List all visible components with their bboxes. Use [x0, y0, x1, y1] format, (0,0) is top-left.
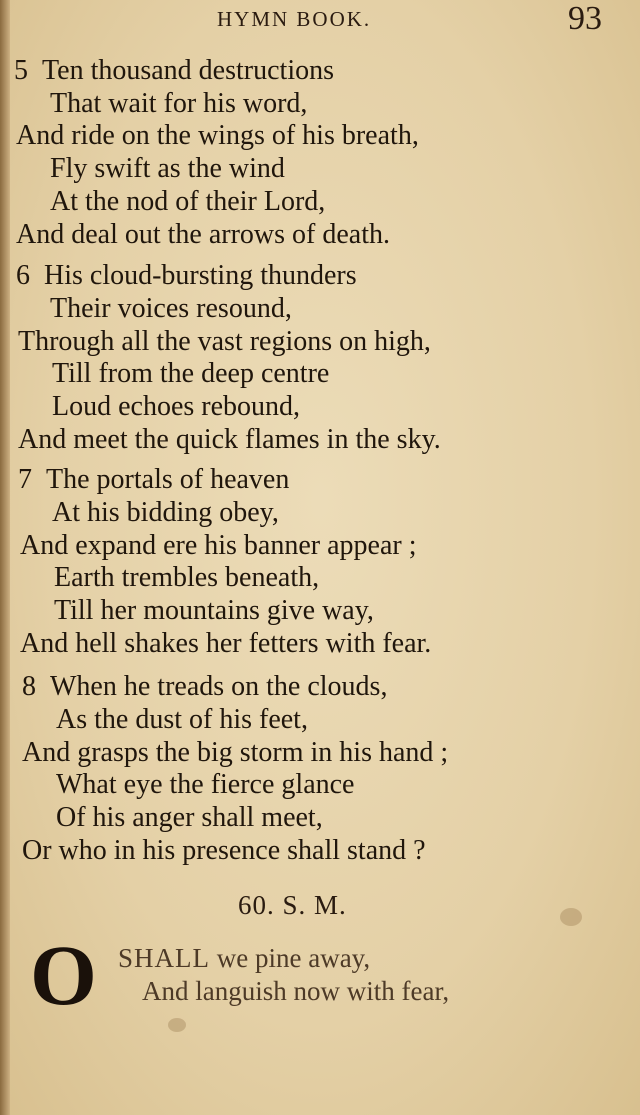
stanza-5-line-5: At the nod of their Lord, [50, 186, 326, 217]
verse-line: we pine away, [210, 943, 371, 973]
stanza-number: 7 [18, 464, 32, 495]
paper-stain [560, 908, 582, 926]
stanza-8-line-6: Or who in his presence shall stand ? [22, 835, 426, 866]
hymn-60-line-1 [118, 942, 370, 974]
stanza-8-line-2: As the dust of his feet, [56, 704, 308, 735]
stanza-6-line-4: Till from the deep centre [52, 358, 330, 389]
stanza-5-line-2: That wait for his word, [50, 88, 308, 119]
stanza-7-line-6: And hell shakes her fetters with fear. [20, 628, 432, 659]
stanza-5-line-3: And ride on the wings of his breath, [16, 120, 419, 151]
stanza-5-line-4: Fly swift as the wind [50, 153, 285, 184]
stanza-6-line-5: Loud echoes rebound, [52, 391, 301, 422]
page-number: 93 [568, 0, 602, 37]
stanza-number: 6 [16, 260, 30, 291]
verse-line: Ten thousand destructions [42, 55, 334, 86]
stanza-7-line-1 [18, 464, 289, 496]
page-edge-shadow [0, 0, 10, 1115]
stanza-6-line-3: Through all the vast regions on high, [18, 326, 431, 357]
stanza-8-line-3: And grasps the big storm in his hand ; [22, 737, 449, 768]
verse-line: His cloud-bursting thunders [44, 260, 357, 291]
stanza-8-line-5: Of his anger shall meet, [56, 802, 323, 833]
page-header [0, 0, 640, 48]
stanza-7-line-3: And expand ere his banner appear ; [20, 530, 417, 561]
paper-stain [168, 1018, 186, 1032]
hymn-60-line-2: And languish now with fear, [142, 976, 450, 1006]
stanza-6-line-1 [16, 260, 357, 292]
stanza-5-line-1 [14, 55, 334, 87]
stanza-7-line-2: At his bidding obey, [52, 497, 279, 528]
stanza-7-line-5: Till her mountains give way, [54, 595, 374, 626]
drop-cap-initial: O [30, 927, 97, 1023]
stanza-8-line-1 [22, 671, 387, 703]
stanza-6-line-2: Their voices resound, [50, 293, 292, 324]
hymn-heading: 60. S. M. [238, 890, 347, 920]
stanza-number: 8 [22, 671, 36, 702]
stanza-5-line-6: And deal out the arrows of death. [16, 219, 390, 250]
small-caps-word: SHALL [118, 943, 210, 973]
stanza-6-line-6: And meet the quick flames in the sky. [18, 424, 441, 455]
verse-line: When he treads on the clouds, [50, 671, 388, 702]
stanza-8-line-4: What eye the fierce glance [56, 769, 355, 800]
stanza-7-line-4: Earth trembles beneath, [54, 562, 320, 593]
running-title: HYMN BOOK. [217, 7, 372, 31]
stanza-number: 5 [14, 55, 28, 86]
verse-line: The portals of heaven [46, 464, 290, 495]
